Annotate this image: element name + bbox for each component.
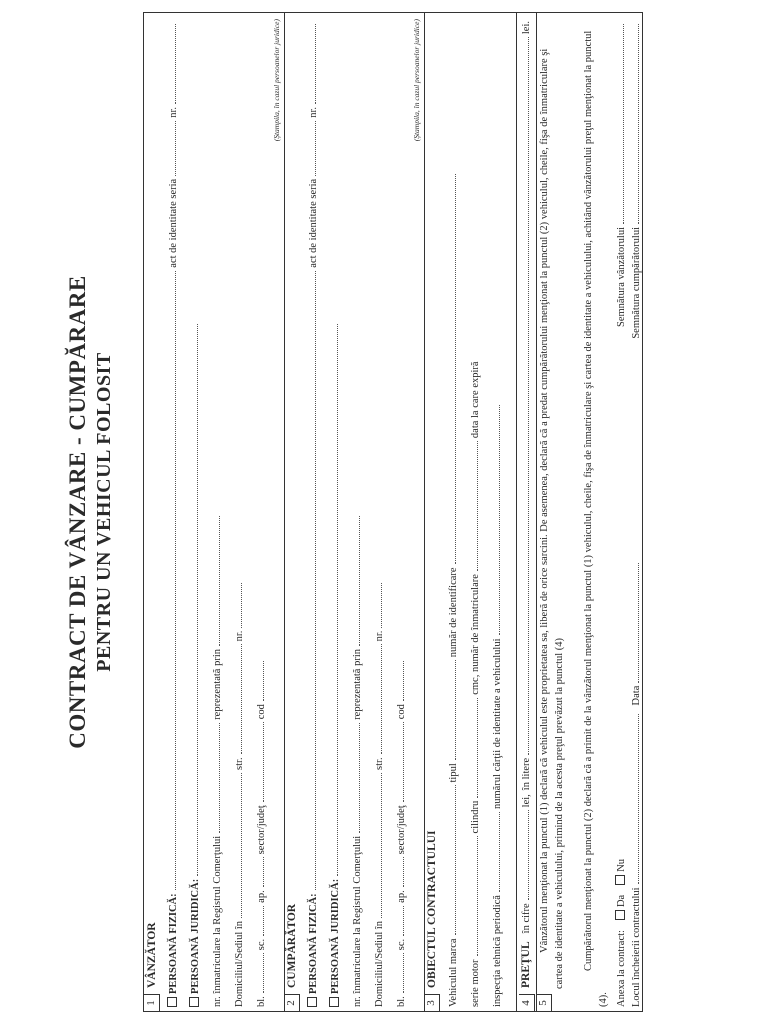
seller-trade-register-label: nr. înmatriculare la Registrul Comerţului — [212, 835, 223, 1007]
price-lei-end-label: lei. — [521, 21, 532, 35]
buyer-sector-label: sector/judeţ — [396, 805, 407, 855]
buyer-section — [284, 13, 424, 1011]
place-field[interactable] — [629, 714, 639, 884]
vehicle-type-label: tipul — [448, 763, 459, 783]
annex-no-label: Nu — [616, 858, 627, 872]
date-label: Data — [631, 685, 642, 706]
buyer-postal-code-field[interactable] — [394, 661, 404, 701]
seller-id-nr-field[interactable] — [166, 24, 176, 104]
price-section-title: PREŢUL — [520, 941, 532, 988]
buyer-entrance-field[interactable] — [394, 906, 404, 936]
buyer-id-series-label: act de identitate seria — [308, 178, 319, 268]
seller-section-title: VÂNZĂTOR — [146, 922, 158, 988]
vehicle-brand-row — [446, 21, 459, 1007]
buyer-domicile-label: Domiciliul/Sediul în — [374, 920, 385, 1007]
expiry-date-label: data la care expiră — [470, 361, 481, 439]
object-section-header — [424, 830, 440, 1011]
seller-stamp-note: (Ştampila, în cazul persoanelor juridice) — [272, 19, 281, 142]
buyer-section-title: CUMPĂRĂTOR — [286, 903, 298, 988]
engine-row — [468, 21, 481, 1007]
seller-natural-person-checkbox[interactable] — [167, 997, 177, 1007]
annex-no-checkbox[interactable] — [615, 875, 625, 885]
buyer-natural-person-label: PERSOANĂ FIZICĂ: — [308, 893, 319, 994]
date-field[interactable] — [629, 563, 639, 683]
seller-signature-field[interactable] — [614, 24, 624, 224]
buyer-address-row — [394, 21, 407, 1007]
seller-company-name-field[interactable] — [188, 324, 198, 876]
seller-signature-label: Semnătura vânzătorului — [616, 227, 627, 328]
seller-domicile-field[interactable] — [232, 773, 242, 918]
place-date-row — [629, 21, 642, 1007]
buyer-section-number: 2 — [284, 994, 300, 1011]
place-label: Locul încheierii contractului — [631, 887, 642, 1007]
seller-street-nr-label: nr. — [234, 630, 245, 642]
inspection-row — [490, 21, 503, 1007]
buyer-declaration-text: Cumpărătorul menţionat la punctul (2) declară că a primit de la vânzătorul menţionat la punctul (1) vehiculul, cheile, fişa de înmatriculare şi cartea de identitate a vehiculului, achitând vânzătorului preţul menţionat la punctul (4). — [583, 30, 609, 1007]
buyer-trade-register-field[interactable] — [350, 723, 360, 833]
price-digits-label: în cifre — [521, 903, 532, 934]
buyer-street-nr-label: nr. — [374, 630, 385, 642]
buyer-signature-field[interactable] — [629, 24, 639, 224]
periodic-inspection-label: inspecţia tehnică periodică — [492, 895, 503, 1007]
buyer-stamp-note: (Ştampila, în cazul persoanelor juridice) — [412, 19, 421, 142]
buyer-declaration — [582, 21, 611, 1007]
buyer-natural-person-row — [306, 21, 319, 1007]
registration-number-label: cmc, număr de înmatriculare — [470, 574, 481, 695]
buyer-represented-by-label: reprezentată prin — [352, 648, 363, 720]
annex-row — [614, 21, 627, 1007]
object-section-title: OBIECTUL CONTRACTULUI — [426, 830, 438, 988]
seller-address-row — [254, 21, 267, 1007]
vehicle-id-number-field[interactable] — [446, 174, 456, 564]
seller-section — [144, 13, 284, 1011]
engine-series-label: serie motor — [470, 959, 481, 1007]
seller-section-number: 1 — [144, 994, 160, 1011]
seller-domicile-label: Domiciliul/Sediul în — [234, 920, 245, 1007]
object-section — [424, 13, 516, 1011]
buyer-trade-register-label: nr. înmatriculare la Registrul Comerţului — [352, 835, 363, 1007]
price-row — [519, 21, 535, 1011]
buyer-natural-person-checkbox[interactable] — [307, 997, 317, 1007]
buyer-street-label: str. — [374, 757, 385, 770]
price-lei-label: lei, — [521, 794, 532, 808]
buyer-domicile-row — [372, 21, 385, 1007]
seller-sector-label: sector/judeţ — [256, 805, 267, 855]
price-letters-label: în litere — [521, 757, 532, 791]
seller-representative-field[interactable] — [210, 516, 220, 646]
seller-trade-register-row — [210, 21, 223, 1007]
buyer-apartment-label: ap. — [396, 890, 407, 903]
price-letters-field[interactable] — [519, 37, 529, 755]
form-table — [143, 12, 643, 1012]
buyer-street-field[interactable] — [372, 644, 382, 754]
seller-domicile-row — [232, 21, 245, 1007]
buyer-representative-field[interactable] — [350, 516, 360, 646]
vehicle-id-number-label: număr de identificare — [448, 567, 459, 658]
seller-id-series-label: act de identitate seria — [168, 178, 179, 268]
seller-sector-field[interactable] — [254, 722, 264, 802]
object-section-number: 3 — [424, 994, 440, 1011]
vehicle-id-card-label: numărul cărţii de identitate a vehiculului — [492, 638, 503, 810]
buyer-id-nr-label: nr. — [308, 107, 319, 118]
buyer-trade-register-row — [350, 21, 363, 1007]
seller-apartment-label: ap. — [256, 890, 267, 903]
vehicle-brand-field[interactable] — [446, 785, 456, 935]
buyer-company-name-field[interactable] — [328, 324, 338, 876]
vehicle-brand-label: Vehiculul marca — [448, 938, 459, 1007]
annex-yes-checkbox[interactable] — [615, 910, 625, 920]
seller-represented-by-label: reprezentată prin — [212, 648, 223, 720]
seller-id-series-field[interactable] — [166, 121, 176, 176]
buyer-name-field[interactable] — [306, 271, 316, 891]
buyer-postal-code-label: cod — [396, 704, 407, 720]
document-subtitle: PENTRU UN VEHICUL FOLOSIT — [93, 352, 115, 672]
buyer-legal-person-row — [328, 21, 341, 1007]
seller-entrance-label: sc. — [256, 938, 267, 951]
vehicle-type-field[interactable] — [446, 660, 456, 760]
seller-name-field[interactable] — [166, 271, 176, 891]
annex-yes-label: Da — [616, 894, 627, 908]
buyer-sector-field[interactable] — [394, 722, 404, 802]
seller-street-field[interactable] — [232, 644, 242, 754]
buyer-apartment-field[interactable] — [394, 857, 404, 887]
cylinder-label: cilindru — [470, 800, 481, 834]
seller-natural-person-row — [166, 21, 179, 1007]
seller-id-nr-label: nr. — [168, 107, 179, 118]
declarations-section-number: 5 — [536, 994, 552, 1011]
buyer-entrance-label: sc. — [396, 938, 407, 951]
seller-trade-register-field[interactable] — [210, 723, 220, 833]
buyer-signature-label: Semnătura cumpărătorului — [631, 227, 642, 339]
seller-legal-person-checkbox[interactable] — [189, 997, 199, 1007]
seller-street-label: str. — [234, 757, 245, 770]
buyer-id-series-field[interactable] — [306, 121, 316, 176]
seller-apartment-field[interactable] — [254, 857, 264, 887]
registration-number-field[interactable] — [468, 441, 478, 571]
seller-postal-code-label: cod — [256, 704, 267, 720]
price-section — [516, 13, 536, 1011]
cylinder-field[interactable] — [468, 698, 478, 798]
seller-entrance-field[interactable] — [254, 906, 264, 936]
contract-form-page — [59, 12, 709, 1012]
seller-declaration-text: Vânzătorul menţionat la punctul (1) declară că vehiculul este proprietatea sa, liberă de orice sarcini. De asemenea, declară că a predat cumpărătorului menţionat la punctul (2) vehiculul, cheile, fişa de înmatriculare şi cartea de identitate a vehiculului, primind de la acesta preţul prevăzut la punctul (4) — [539, 48, 565, 989]
buyer-id-nr-field[interactable] — [306, 24, 316, 104]
seller-block-label: bl. — [256, 996, 267, 1007]
document-title: CONTRACT DE VÂNZARE - CUMPĂRARE — [65, 275, 90, 749]
seller-natural-person-label: PERSOANĂ FIZICĂ: — [168, 893, 179, 994]
buyer-section-header — [284, 904, 300, 1011]
price-section-number: 4 — [519, 994, 535, 1011]
buyer-street-nr-field[interactable] — [372, 583, 382, 628]
buyer-block-field[interactable] — [394, 953, 404, 993]
seller-postal-code-field[interactable] — [254, 661, 264, 701]
seller-section-header — [144, 922, 160, 1011]
price-digits-field[interactable] — [519, 810, 529, 900]
seller-street-nr-field[interactable] — [232, 583, 242, 628]
declarations-section — [536, 13, 644, 1011]
buyer-block-label: bl. — [396, 996, 407, 1007]
engine-series-field[interactable] — [468, 836, 478, 956]
buyer-legal-person-label: PERSOANĂ JURIDICĂ: — [330, 878, 341, 994]
seller-block-field[interactable] — [254, 953, 264, 993]
seller-legal-person-row — [188, 21, 201, 1007]
vehicle-id-card-field[interactable] — [490, 405, 500, 635]
buyer-legal-person-checkbox[interactable] — [329, 997, 339, 1007]
seller-declaration — [538, 21, 567, 989]
buyer-domicile-field[interactable] — [372, 773, 382, 918]
seller-legal-person-label: PERSOANĂ JURIDICĂ: — [190, 878, 201, 994]
periodic-inspection-field[interactable] — [490, 812, 500, 892]
annex-label: Anexa la contract: — [616, 930, 627, 1007]
